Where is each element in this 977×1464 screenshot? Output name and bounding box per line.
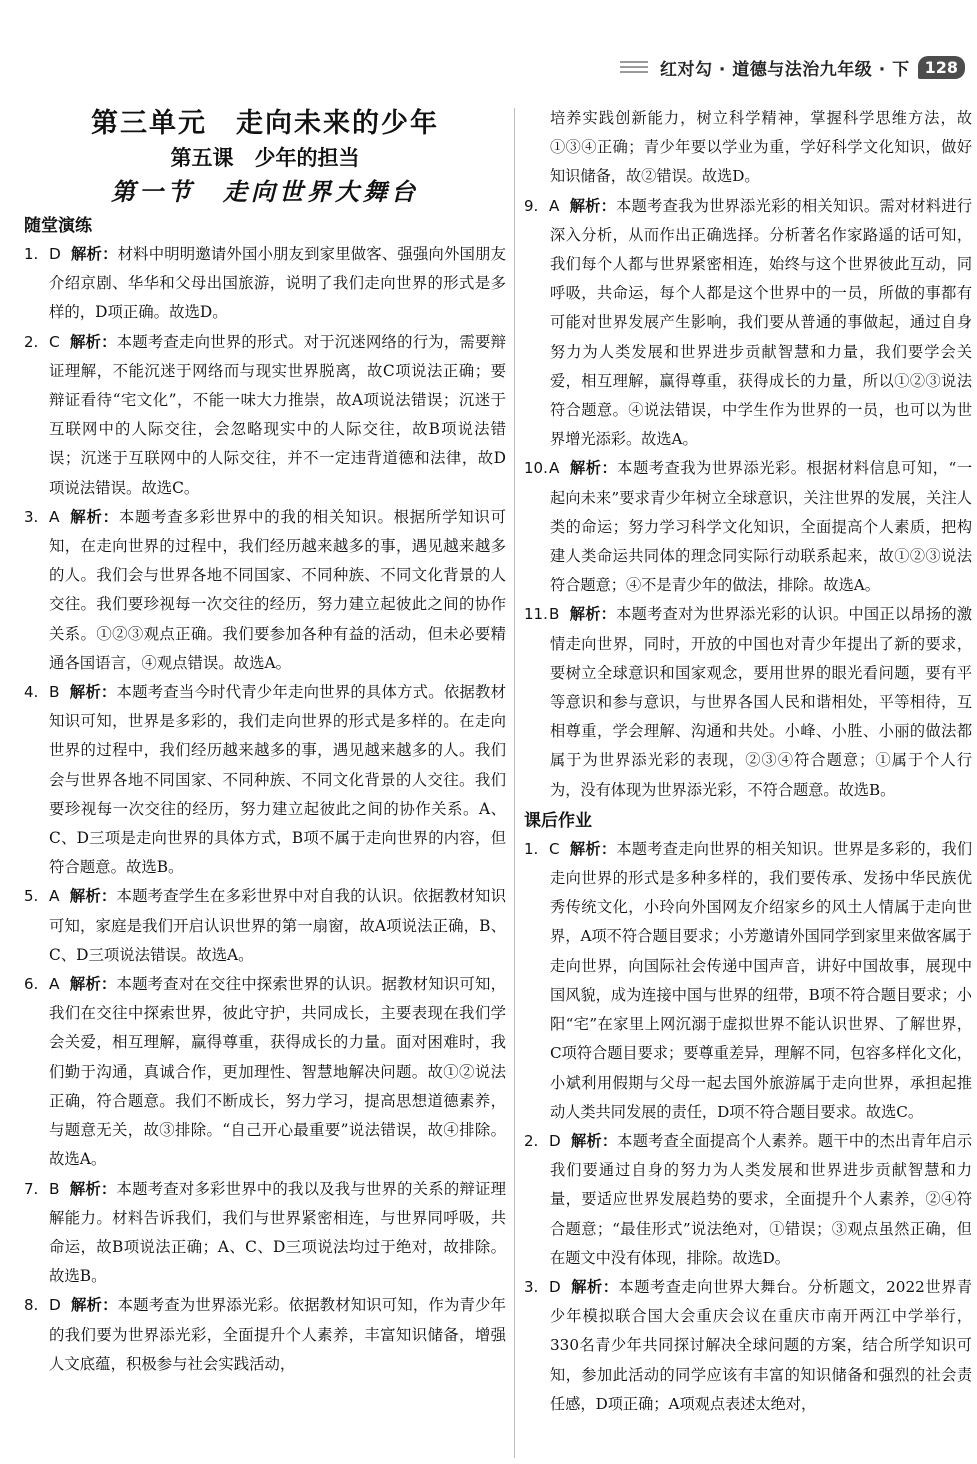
analysis-label: 解析：: [69, 332, 117, 351]
analysis-text: 本题考查全面提高个人素养。题干中的杰出青年启示我们要通过自身的努力为人类发展和世界进步贡献智慧和力量，要适应世界发展趋势的要求，全面提升个人素养，②④符合题意；“最佳形式”说法绝对，①错误；③观点虽然正确，但在题文中没有体现，排除。故选D。: [550, 1131, 973, 1267]
answer-item: [24, 240, 506, 328]
answer-item: [524, 192, 972, 455]
answer-item: [524, 600, 972, 804]
analysis-label: 解析：: [569, 839, 617, 858]
answer-item: [524, 1273, 972, 1419]
header-rule-icon: [620, 61, 648, 73]
analysis-label: 解析：: [69, 507, 119, 526]
section-title: 第一节 走向世界大舞台: [111, 177, 419, 206]
lesson-title: 第五课 少年的担当: [170, 146, 360, 170]
item-number: 2.: [24, 332, 39, 351]
analysis-label: 解析：: [70, 1296, 118, 1315]
analysis-text: 本题考查对为世界添光彩的认识。中国正以昂扬的激情走向世界，同时，开放的中国也对青少年提出了新的要求，要树立全球意识和国家观念，要用世界的眼光看问题，要有平等意识和参与意识，与世界各国人民和谐相处，平等相待，互相尊重，学会理解、沟通和共处。小峰、小胜、小丽的做法都属于为世界添光彩的表现，②③④符合题意；①属于个人行为，没有体现为世界添光彩，不符合题意。故选B。: [550, 605, 973, 799]
item-number: 6.: [24, 975, 39, 994]
answer-item: [24, 970, 506, 1174]
answer-letter: A: [549, 196, 560, 215]
analysis-text: 本题考查为世界添光彩。依据教材知识可知，作为青少年的我们要为世界添光彩，全面提升个人素养，丰富知识储备，增强人文底蕴，积极参与社会实践活动，: [49, 1296, 506, 1373]
item-number: 5.: [24, 887, 39, 906]
answer-letter: A: [49, 887, 60, 906]
answer-item: [24, 882, 506, 970]
answer-item: [24, 1175, 506, 1292]
analysis-text: 本题考查多彩世界中的我的相关知识。根据所学知识可知，在走向世界的过程中，我们经历越来越多的事，遇见越来越多的人。我们会与世界各地不同国家、不同种族、不同文化背景的人交往。我们要珍视每一次交往的经历，努力建立起彼此之间的协作关系。①②③观点正确。我们要参加各种有益的活动，但未必要精通各国语言，④观点错误。故选A。: [49, 507, 506, 672]
item-number: 4.: [24, 683, 39, 702]
analysis-label: 解析：: [69, 975, 117, 994]
continuation-text: 培养实践创新能力，树立科学精神，掌握科学思维方法，故①③④正确；青少年要以学业为重，学好科学文化知识，做好知识储备，故②错误。故选D。: [550, 109, 972, 186]
answer-item: [524, 454, 972, 600]
answer-letter: C: [49, 332, 60, 351]
analysis-text: 本题考查走向世界的相关知识。世界是多彩的，我们走向世界的形式是多种多样的，我们要传承、发扬中华民族优秀传统文化，小玲向外国网友介绍家乡的风土人情属于走向世界，A项不符合题目要求；小芳邀请外国同学到家里来做客属于走向世界，向国际社会传递中国声音，讲好中国故事，展现中国风貌，成为连接中国与世界的纽带，B项不符合题目要求；小阳“宅”在家里上网沉溺于虚拟世界不能认识世界、了解世界，C项符合题目要求；要尊重差异，理解不同，包容多样化文化，小斌利用假期与父母一起去国外旅游属于走向世界，承担起推动人类共同发展的责任，D项不符合题目要求。故选C。: [550, 839, 972, 1121]
answer-list: [524, 192, 972, 805]
item-number: 1.: [24, 245, 39, 263]
item-number: 1.: [524, 839, 539, 858]
item-number: 3.: [524, 1277, 539, 1296]
answer-item: [24, 1291, 506, 1379]
answer-list: [24, 240, 506, 1379]
item-number: 9.: [524, 196, 539, 215]
analysis-label: 解析：: [70, 245, 118, 263]
answer-letter: A: [49, 975, 60, 994]
answer-item: [24, 678, 506, 882]
block-heading: 随堂演练: [24, 216, 92, 236]
item-number: 3.: [24, 507, 39, 526]
answer-letter: A: [549, 459, 560, 478]
item-number: 7.: [24, 1179, 39, 1198]
analysis-text: 材料中明明邀请外国小朋友到家里做客、强强向外国朋友介绍京剧、华华和父母出国旅游，说明了我们走向世界的形式是多样的，D项正确。故选D。: [49, 245, 506, 322]
answer-letter: A: [49, 507, 60, 526]
answer-letter: C: [549, 839, 560, 858]
answer-letter: D: [549, 1277, 561, 1296]
analysis-text: 本题考查走向世界大舞台。分析题文，2022世界青少年模拟联合国大会重庆会议在重庆市南开两江中学举行，330名青少年共同探讨解决全球问题的方案，结合所学知识可知，参加此活动的同学应该有丰富的知识储备和强烈的社会责任感，D项正确；A项观点表述太绝对，: [550, 1277, 973, 1413]
answer-letter: B: [49, 683, 60, 702]
item-number: 10.: [524, 459, 548, 478]
analysis-text: 本题考查当今时代青少年走向世界的具体方式。依据教材知识可知，世界是多彩的，我们走向世界的形式是多样的。在走向世界的过程中，我们经历越来越多的事，遇见越来越多的人。我们会与世界各地不同国家、不同种族、不同文化背景的人交往。我们要珍视每一次交往的经历，努力建立起彼此之间的协作关系。A、C、D三项是走向世界的具体方式，B项不属于走向世界的内容，但符合题意。故选B。: [49, 683, 506, 877]
block-heading: 课后作业: [524, 810, 592, 831]
answer-list: [524, 835, 972, 1419]
page-header: [620, 52, 965, 82]
analysis-label: 解析：: [569, 459, 618, 478]
analysis-label: 解析：: [570, 1277, 619, 1296]
right-column: [524, 104, 972, 1419]
analysis-label: 解析：: [69, 683, 117, 702]
analysis-text: 本题考查我为世界添光彩。根据材料信息可知，“一起向未来”要求青少年树立全球意识，关注世界的发展，关注人类的命运；努力学习科学文化知识，全面提高个人素质，把构建人类命运共同体的理念同实际行动联系起来，故①②③说法符合题意；④不是青少年的做法，排除。故选A。: [550, 459, 973, 595]
page-number: 128: [918, 56, 965, 79]
analysis-text: 本题考查走向世界的形式。对于沉迷网络的行为，需要辩证理解，不能沉迷于网络而与现实世界脱离，故C项说法正确；要辩证看待“宅文化”，不能一味大力推崇，故A项说法错误；沉迷于互联网中的人际交往，会忽略现实中的人际交往，故B项说法错误；沉迷于互联网中的人际交往，并不一定违背道德和法律，故D项说法错误。故选C。: [49, 332, 506, 497]
analysis-label: 解析：: [569, 605, 617, 624]
answer-letter: D: [49, 245, 61, 263]
analysis-label: 解析：: [69, 1179, 117, 1198]
book-title: 红对勾 · 道德与法治九年级 · 下: [660, 59, 910, 80]
analysis-text: 本题考查学生在多彩世界中对自我的认识。依据教材知识可知，家庭是我们开启认识世界的第一扇窗，故A项说法正确，B、C、D三项说法错误。故选A。: [49, 887, 506, 964]
answer-letter: D: [49, 1296, 61, 1315]
answer-item: [524, 835, 972, 1127]
answer-letter: B: [49, 1179, 60, 1198]
analysis-text: 本题考查对多彩世界中的我以及我与世界的关系的辩证理解能力。材料告诉我们，我们与世界紧密相连，与世界同呼吸，共命运，故B项说法正确；A、C、D三项说法均过于绝对，故排除。故选B。: [49, 1179, 506, 1286]
analysis-label: 解析：: [69, 887, 117, 906]
answer-letter: D: [549, 1131, 561, 1150]
item-number: 8.: [24, 1296, 39, 1315]
unit-title: 第三单元 走向未来的少年: [91, 108, 439, 139]
column-divider: [514, 108, 515, 1458]
left-column: [24, 104, 506, 1379]
answer-item: [24, 503, 506, 678]
answer-letter: B: [549, 605, 560, 624]
analysis-text: 本题考查对在交往中探索世界的认识。据教材知识可知，我们在交往中探索世界，彼此守护，共同成长，主要表现在我们学会关爱，相互理解，赢得尊重，获得成长的力量。面对困难时，我们勤于沟通，真诚合作，更加理性、智慧地解决问题。故①②说法正确，符合题意。我们不断成长，努力学习，提高思想道德素养，与题意无关，故③排除。“自己开心最重要”说法错误，故④排除。故选A。: [49, 975, 506, 1169]
analysis-label: 解析：: [570, 1131, 618, 1150]
item-number: 11.: [524, 605, 548, 624]
analysis-text: 本题考查我为世界添光彩的相关知识。需对材料进行深入分析，从而作出正确选择。分析著名作家路遥的话可知，我们每个人都与世界紧密相连，始终与这个世界彼此互动，同呼吸，共命运，每个人都是这个世界中的一员，所做的事都有可能对世界发展产生影响，我们要从普通的事做起，通过自身努力为人类发展和世界进步贡献智慧和力量，我们要学会关爱，相互理解，赢得尊重，获得成长的力量，所以①②③说法符合题意。④说法错误，中学生作为世界的一员，也可以为世界增光添彩。故选A。: [550, 196, 973, 449]
answer-item: [524, 1127, 972, 1273]
analysis-label: 解析：: [569, 196, 617, 215]
answer-item: [24, 328, 506, 503]
item-number: 2.: [524, 1131, 539, 1150]
